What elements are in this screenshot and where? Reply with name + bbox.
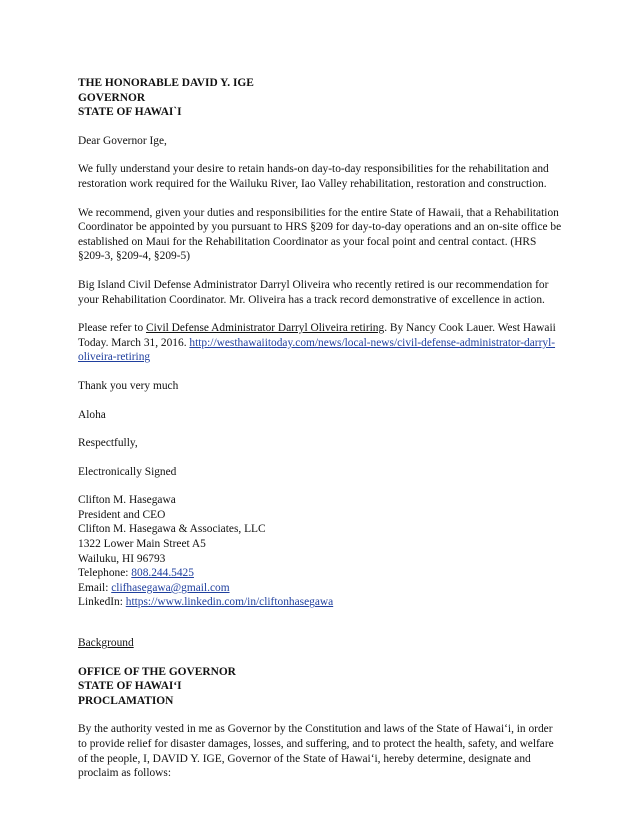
letter-page: [78, 76, 564, 781]
addressee-name: THE HONORABLE DAVID Y. IGE: [78, 77, 254, 89]
reference-paragraph: [78, 321, 564, 365]
addressee-state: STATE OF HAWAI`I: [78, 106, 182, 119]
paragraph-1: We fully understand your desire to retain hands-on day-to-day responsibilities for the rehabilitation and restoration work required for the Wailuku River, Iao Valley rehabilitation, restoration and construction.: [78, 163, 549, 190]
signature-email-row: [78, 581, 564, 596]
proclamation-state: STATE OF HAWAI‘I: [78, 680, 182, 693]
thanks-line: Thank you very much: [78, 379, 179, 392]
proclamation-title: PROCLAMATION: [78, 694, 174, 707]
signature-company: Clifton M. Hasegawa & Associates, LLC: [78, 523, 266, 536]
paragraph-2: We recommend, given your duties and responsibilities for the entire State of Hawaii, that a Rehabilitation Coordinator be appointed by you pursuant to HRS §209 for day-to-day operations and an on-site office be established on Maui for the Rehabilitation Coordinator as your focal point and central contact. (HRS §209-3, §209-4, §209-5): [78, 206, 562, 263]
aloha-line: Aloha: [78, 408, 106, 421]
article-link[interactable]: Civil Defense Administrator Darryl Oliveira retiring: [146, 322, 385, 335]
article-url-link[interactable]: http://westhawaiitoday.com/news/local-news/civil-defense-administrator-darryl-oliveira-retiring: [78, 336, 556, 364]
background-heading: Background: [78, 637, 134, 650]
addressee-title: GOVERNOR: [78, 91, 146, 104]
linkedin-link[interactable]: https://www.linkedin.com/in/cliftonhasegawa: [125, 596, 334, 609]
proclamation-body: By the authority vested in me as Governor by the Constitution and laws of the State of Hawai‘i, in order to provide relief for disaster damages, losses, and suffering, and to protect the health, safety, and welfare of the people, I, DAVID Y. IGE, Governor of the State of Hawai‘i, hereby determine, designate and proclaim as follows:: [78, 723, 554, 780]
signature-name: Clifton M. Hasegawa: [78, 494, 176, 507]
signature-city: Wailuku, HI 96793: [78, 552, 166, 565]
proclamation-heading: [78, 665, 564, 709]
email-label: Email:: [78, 581, 112, 594]
closing-line: Respectfully,: [78, 437, 138, 450]
signed-line: Electronically Signed: [78, 465, 177, 478]
signature-linkedin-row: [78, 595, 564, 610]
phone-label: Telephone:: [78, 567, 132, 580]
reference-citation: . By Nancy Cook Lauer. West Hawaii Today. March 31, 2016.: [78, 322, 556, 349]
signature-title: President and CEO: [78, 508, 166, 521]
proclamation-office: OFFICE OF THE GOVERNOR: [78, 665, 236, 678]
linkedin-label: LinkedIn:: [78, 596, 126, 609]
phone-link[interactable]: 808.244.5425: [131, 567, 194, 580]
addressee-block: [78, 76, 564, 120]
reference-prefix: Please refer to: [78, 322, 146, 335]
signature-block: [78, 493, 564, 610]
salutation: Dear Governor Ige,: [78, 134, 167, 147]
email-link[interactable]: clifhasegawa@gmail.com: [111, 581, 230, 594]
signature-street: 1322 Lower Main Street A5: [78, 538, 206, 551]
paragraph-3: Big Island Civil Defense Administrator Darryl Oliveira who recently retired is our recommendation for your Rehabilitation Coordinator. Mr. Oliveira has a track record demonstrative of excellence in action.: [78, 278, 549, 306]
signature-phone-row: [78, 566, 564, 581]
